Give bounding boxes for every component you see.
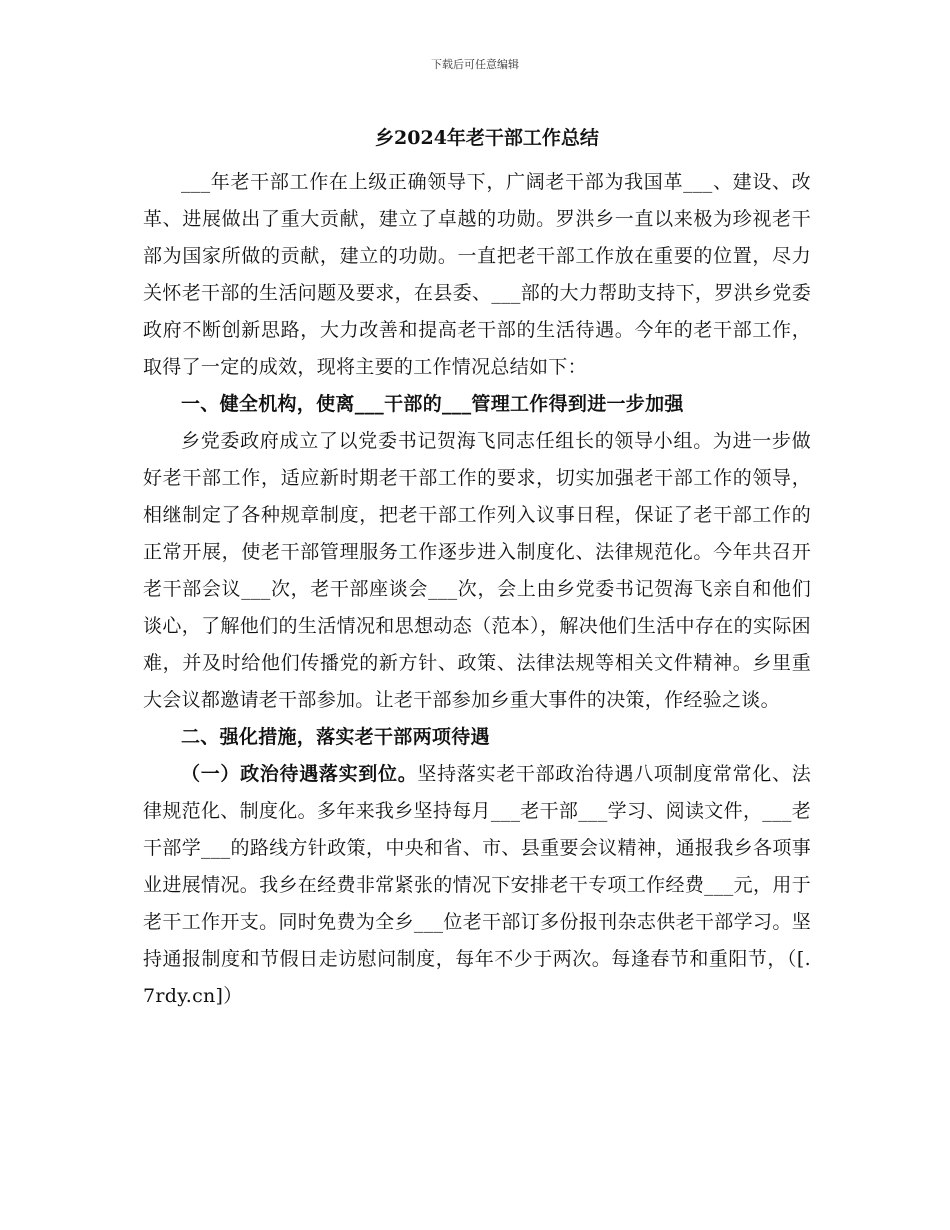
section-2-sub-1-paragraph <box>143 756 811 1015</box>
section-2-sub-1-lead: （一）政治待遇落实到位。 <box>181 763 418 785</box>
section-2-heading: 二、强化措施，落实老干部两项待遇 <box>181 726 490 748</box>
document-title: 乡2024年老干部工作总结 <box>375 127 599 149</box>
section-2-sub-1-body: 坚持落实老干部政治待遇八项制度常常化、法律规范化、制度化。多年来我乡坚持每月___老干部___学习、阅读文件，___老干部学___的路线方针政策，中央和省、市、县重要会议精神，通报我乡各项事业进展情况。我乡在经费非常紧张的情况下安排老干专项工作经费___元，用于老干工作开支。同时免费为全乡___位老干部订多份报刊杂志供老干部学习。坚持通报制度和节假日走访慰问制度，每年不少于两次。每逢春节和重阳节，（[.7rdy.cn]） <box>143 763 811 1007</box>
document-body <box>143 120 811 1015</box>
page-header-note: 下载后可任意编辑 <box>431 58 519 71</box>
section-1-heading: 一、健全机构，使离___干部的___管理工作得到进一步加强 <box>181 393 684 415</box>
intro-paragraph: ___年老干部工作在上级正确领导下，广阔老干部为我国革___、建设、改革、进展做出了重大贡献，建立了卓越的功勋。罗洪乡一直以来极为珍视老干部为国家所做的贡献，建立的功勋。一直把老干部工作放在重要的位置，尽力关怀老干部的生活问题及要求，在县委、___部的大力帮助支持下，罗洪乡党委政府不断创新思路，大力改善和提高老干部的生活待遇。今年的老干部工作，取得了一定的成效，现将主要的工作情况总结如下： <box>143 171 811 378</box>
section-1-paragraph: 乡党委政府成立了以党委书记贺海飞同志任组长的领导小组。为进一步做好老干部工作，适应新时期老干部工作的要求，切实加强老干部工作的领导，相继制定了各种规章制度，把老干部工作列入议事日程，保证了老干部工作的正常开展，使老干部管理服务工作逐步进入制度化、法律规范化。今年共召开老干部会议___次，老干部座谈会___次，会上由乡党委书记贺海飞亲自和他们谈心，了解他们的生活情况和思想动态（范本），解决他们生活中存在的实际困难，并及时给他们传播党的新方针、政策、法律法规等相关文件精神。乡里重大会议都邀请老干部参加。让老干部参加乡重大事件的决策，作经验之谈。 <box>143 430 811 711</box>
